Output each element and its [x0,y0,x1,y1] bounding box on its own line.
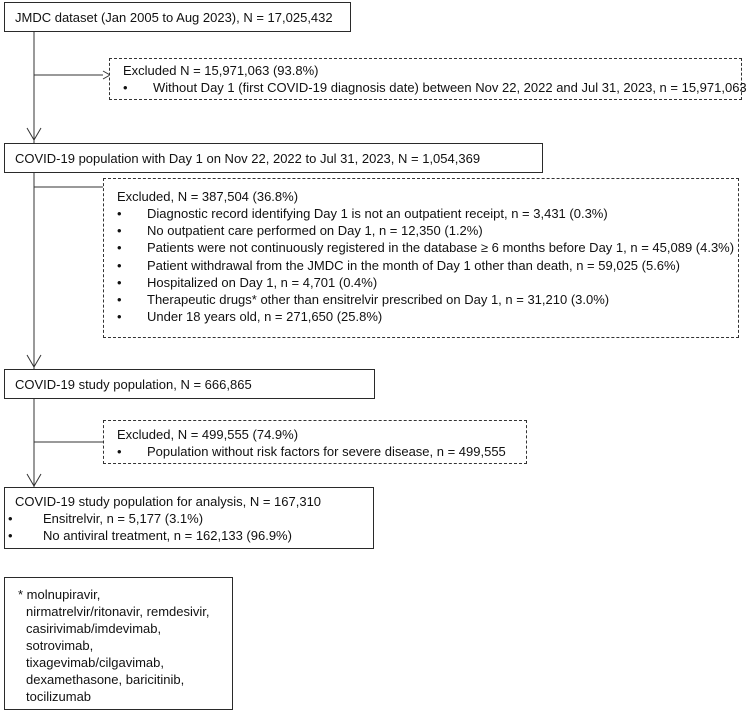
list-item: • No outpatient care performed on Day 1, n = 12,350 (1.2%) [117,223,483,239]
excluded-box-1 [109,58,747,100]
covid-population-box [4,143,543,173]
list-item: • Patients were not continuously registered in the database ≥ 6 months before Day 1, n = 45,089 (4.3%) [117,240,735,256]
footnote-line: nirmatrelvir/ritonavir, remdesivir, [26,604,210,619]
list-item: • No antiviral treatment, n = 162,133 (96.9%) [8,528,292,544]
footnote-box [4,577,233,710]
list-item: • Diagnostic record identifying Day 1 is not an outpatient receipt, n = 3,431 (0.3%) [117,206,608,221]
excluded-box-2 [103,178,739,338]
list-item: • Population without risk factors for severe disease, n = 499,555 [117,444,506,459]
excluded-box-3 [103,420,527,464]
excluded-1-title: Excluded N = 15,971,063 (93.8%) [123,63,319,78]
footnote-line: dexamethasone, baricitinib, [26,672,185,687]
dataset-text: JMDC dataset (Jan 2005 to Aug 2023), N = 17,025,432 [15,9,333,25]
list-item: • Ensitrelvir, n = 5,177 (3.1%) [8,511,204,526]
excluded-3-title: Excluded, N = 499,555 (74.9%) [117,427,299,442]
footnote-line: tocilizumab [26,689,92,704]
covid-population-text: COVID-19 population with Day 1 on Nov 22, 2022 to Jul 31, 2023, N = 1,054,369 [15,150,481,166]
footnote-line: * molnupiravir, [18,587,101,602]
study-population-box [4,369,375,399]
dataset-box [4,2,351,32]
analysis-population-box [4,487,374,549]
excluded-2-title: Excluded, N = 387,504 (36.8%) [117,189,299,204]
list-item: • Under 18 years old, n = 271,650 (25.8%) [117,309,383,325]
footnote-line: tixagevimab/cilgavimab, [26,655,165,670]
bullet-glyph: • [123,80,128,95]
footnote-line: casirivimab/imdevimab, [26,621,162,636]
footnote-line: sotrovimab, [26,638,94,653]
list-item: • Patient withdrawal from the JMDC in the month of Day 1 other than death, n = 59,025 (5.6%) [117,257,680,273]
list-item: • Therapeutic drugs* other than ensitrelvir prescribed on Day 1, n = 31,210 (3.0%) [117,292,610,308]
list-item: • Without Day 1 (first COVID-19 diagnosis date) between Nov 22, 2022 and Jul 31, 2023, n = 15,971,063 [123,80,747,95]
analysis-population-title: COVID-19 study population for analysis, N = 167,310 [15,494,322,509]
list-item: • Hospitalized on Day 1, n = 4,701 (0.4%) [117,274,378,290]
study-population-text: COVID-19 study population, N = 666,865 [15,376,252,392]
